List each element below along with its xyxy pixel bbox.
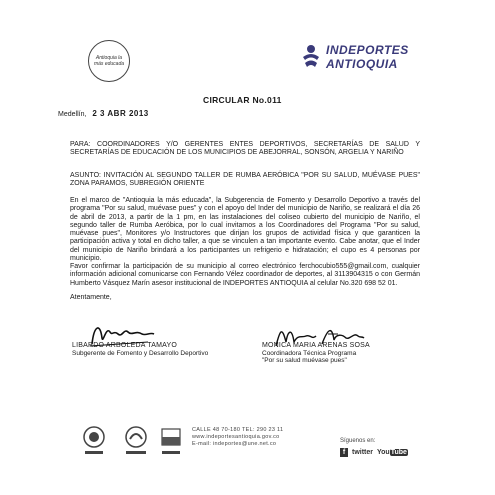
facebook-icon[interactable]: f xyxy=(340,448,348,457)
footer-address: CALLE 48 70-180 TEL: 290 23 11 xyxy=(192,427,284,433)
indeportes-brand xyxy=(300,43,409,71)
signer-role: Subgerente de Fomento y Desarrollo Deportivo xyxy=(72,349,209,357)
signer-role: Coordinadora Técnica Programa xyxy=(262,349,357,357)
youtube-icon[interactable] xyxy=(377,449,408,456)
antioquia-educada-logo xyxy=(88,40,130,82)
confirmation-paragraph: Favor confirmar la participación de su municipio al correo electrónico ferchocubio555@gmail.com, cualquier información adicional comunicarse con Fernando Vélez coordinador de deportes, al 3113904315 o con Germán Humberto Vásquez Marín asesor institucional de INDEPORTES ANTIOQUIA al celular No.320 698 52 01. xyxy=(70,263,420,287)
brand-name-line2: ANTIOQUIA xyxy=(326,57,398,71)
indeportes-footer-logo-icon xyxy=(122,425,150,459)
footer-website[interactable]: www.indeportesantioquia.gov.co xyxy=(192,434,280,440)
signature-block-right xyxy=(262,342,432,365)
footer-contact-info xyxy=(192,427,283,448)
page-footer xyxy=(0,425,495,475)
social-links xyxy=(340,448,408,457)
indeportes-logo-icon xyxy=(300,43,322,71)
subject-paragraph: ASUNTO: INVITACIÓN AL SEGUNDO TALLER DE RUMBA AERÓBICA "POR SU SALUD, MUÉVASE PUES" ZONA PARAMOS, SUBREGIÓN ORIENTE xyxy=(70,172,420,188)
youtube-you: You xyxy=(377,449,390,456)
antioquia-flag-logo-icon xyxy=(160,425,182,459)
gobernacion-logo-icon xyxy=(82,425,106,459)
signer-name: LIBARDO ARBOLEDA TAMAYO xyxy=(72,342,177,349)
follow-us-label: Síguenos en: xyxy=(340,438,376,444)
twitter-icon[interactable]: twitter xyxy=(352,449,373,456)
logo-left-text: Antioquia la más educada xyxy=(93,55,125,67)
signer-role-program: "Por su salud muévase pues" xyxy=(262,357,347,364)
place-date xyxy=(58,109,149,118)
recipients-paragraph: PARA: COORDINADORES Y/O GERENTES ENTES DEPORTIVOS, SECRETARÍAS DE SALUD Y SECRETARÍAS DE EDUCACIÓN DE LOS MUNICIPIOS DE ABEJORRAL, SONSÓN, ARGELIA Y NARIÑO xyxy=(70,141,420,157)
brand-name-line1: INDEPORTES xyxy=(326,43,409,57)
signature-block-left xyxy=(72,342,242,357)
footer-email[interactable]: E-mail: indeportes@une.net.co xyxy=(192,441,277,447)
body-paragraph: En el marco de "Antioquia la más educada", la Subgerencia de Fomento y Desarrollo Deportivo a través del programa "Por su salud, muévase pues" y con el apoyo del Inder del municipio de Nariño, se realizará el día 26 de abril de 2013, a partir de la 1 pm, en las instalaciones del coliseo cubierto del municipio de Nariño, el segundo taller de Rumba Aeróbica, por lo cual invitamos a los Coordinadores del Programa "Por su salud, muévase pues", Monitores y/o Instructores que dirijan los grupos de actividad física y que garanticen la participación activa y total en dicho taller, a que se vinculen a tan importante evento. Cabe anotar, que el Inder del municipio de Nariño brindará a los participantes un refrigerio e hidratación; el cupo es 4 personas por municipio. xyxy=(70,197,420,263)
circular-title: CIRCULAR No.011 xyxy=(203,95,282,105)
youtube-tube: Tube xyxy=(390,449,407,456)
date-stamp: 2 3 ABR 2013 xyxy=(92,109,149,118)
city-label: Medellín, xyxy=(58,111,87,118)
signer-name: MONICA MARIA ARENAS SOSA xyxy=(262,342,370,349)
closing-salutation: Atentamente, xyxy=(70,294,112,301)
